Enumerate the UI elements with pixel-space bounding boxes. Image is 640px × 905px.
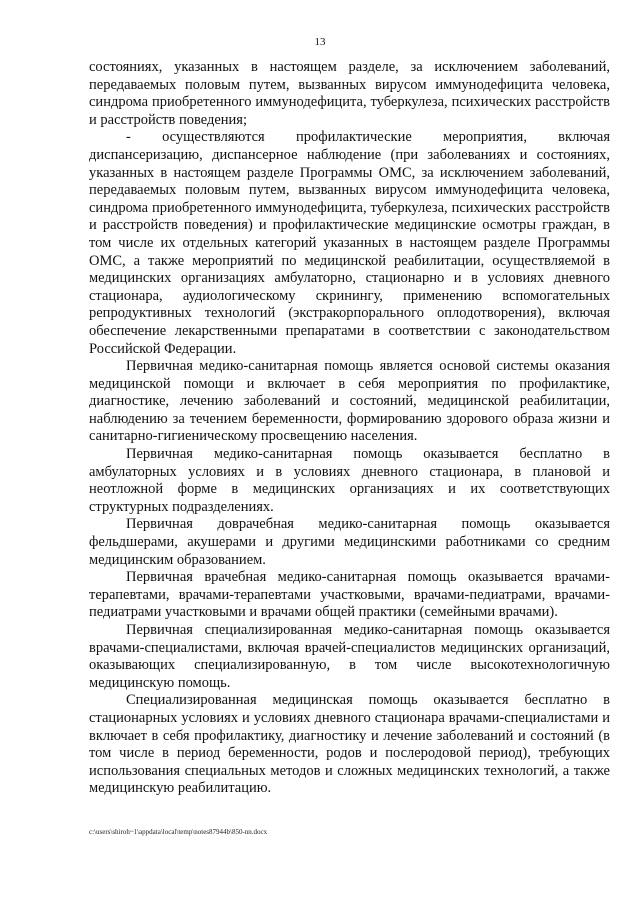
paragraph-preventive-measures: - осуществляются профилактические мероприятия, включая диспансеризацию, диспансерное наблюдение (при заболеваниях и состояниях, указанных в настоящем разделе Программы ОМС, за исключением заболеваний, передаваемых половым путем, вызванных вирусом иммунодефицита человека, синдрома приобретенного иммунодефицита, туберкулеза, психических расстройств и расстройств поведения) и профилактические медицинские осмотры граждан, в том числе их отдельных категорий указанных в настоящем разделе Программы ОМС, а также мероприятий по медицинской реабилитации, осуществляемой в медицинских организациях амбулаторно, стационарно и в условиях дневного стационара, аудиологическому скринингу, применению вспомогательных репродуктивных технологий (экстракорпорального оплодотворения), включая обеспечение лекарственными препаратами в соответствии с законодательством Российской Федерации. <box>89 129 610 357</box>
paragraph-specialized-primary-care: Первичная специализированная медико-санитарная помощь оказывается врачами-специалистами, включая врачей-специалистов медицинских организаций, оказывающих специализированную, в том числе высокотехнологичную медицинскую помощь. <box>89 622 610 691</box>
paragraph-primary-care-free: Первичная медико-санитарная помощь оказывается бесплатно в амбулаторных условиях и в условиях дневного стационара, в плановой и неотложной форме в медицинских организациях и их соответствующих структурных подразделениях. <box>89 446 610 515</box>
page-number: 13 <box>314 36 326 48</box>
paragraph-continuation: состояниях, указанных в настоящем разделе, за исключением заболеваний, передаваемых половым путем, вызванных вирусом иммунодефицита человека, синдрома приобретенного иммунодефицита, туберкулеза, психических расстройств и расстройств поведения; <box>89 59 610 128</box>
paragraph-specialized-care: Специализированная медицинская помощь оказывается бесплатно в стационарных условиях и условиях дневного стационара врачами-специалистами и включает в себя профилактику, диагностику и лечение заболеваний и состояний (в том числе в период беременности, родов и послеродовой период), требующих использования специальных методов и сложных медицинских технологий, а также медицинскую реабилитацию. <box>89 692 610 797</box>
paragraph-doctor-care: Первичная врачебная медико-санитарная помощь оказывается врачами-терапевтами, врачами-терапевтами участковыми, врачами-педиатрами, врачами-педиатрами участковыми и врачами общей практики (семейными врачами). <box>89 569 610 621</box>
footer-file-path: c:\users\shiroh~1\appdata\local\temp\notes87944b\850-nn.docx <box>89 828 268 836</box>
paragraph-primary-care-basis: Первичная медико-санитарная помощь является основой системы оказания медицинской помощи и включает в себя мероприятия по профилактике, диагностике, лечению заболеваний и состояний, медицинской реабилитации, наблюдению за течением беременности, формированию здорового образа жизни и санитарно-гигиеническому просвещению населения. <box>89 358 610 445</box>
paragraph-pre-doctor-care: Первичная доврачебная медико-санитарная помощь оказывается фельдшерами, акушерами и другими медицинскими работниками со средним медицинским образованием. <box>89 516 610 568</box>
document-body <box>89 59 610 798</box>
